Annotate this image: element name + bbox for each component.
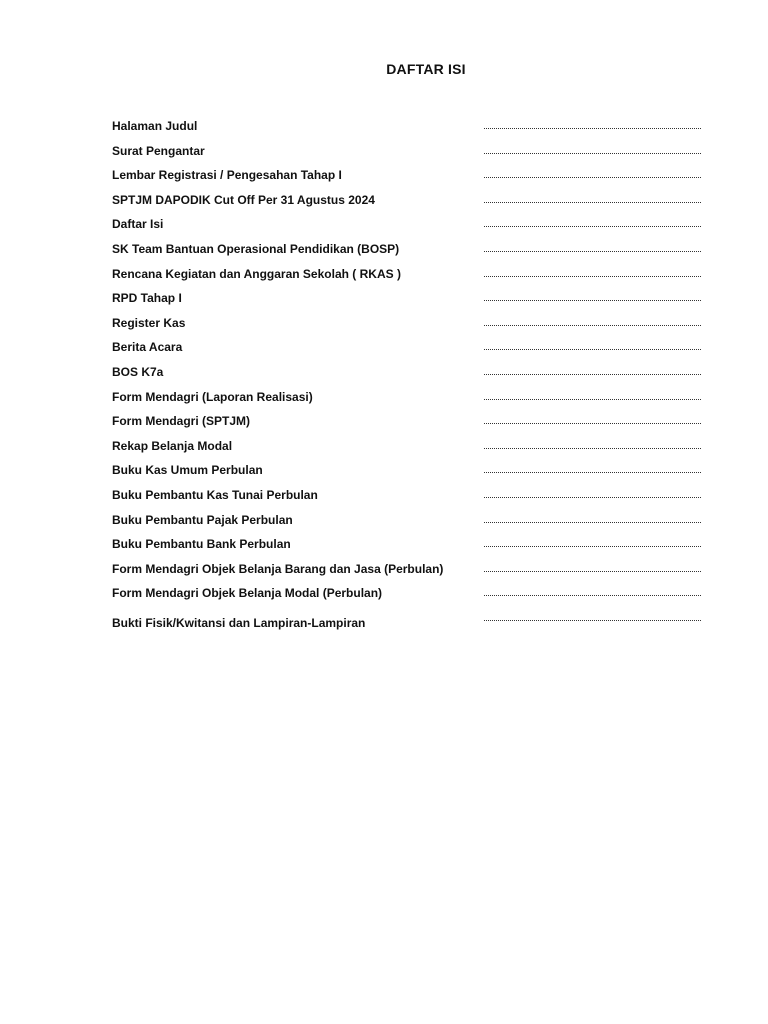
toc-entry-label: Form Mendagri Objek Belanja Barang dan Jasa (Perbulan) [112,561,444,576]
toc-dot-leader [484,620,701,621]
toc-entry-label: Rencana Kegiatan dan Anggaran Sekolah ( RKAS ) [112,266,401,281]
toc-dot-leader [484,448,701,449]
toc-dot-leader [484,399,701,400]
toc-dot-leader [484,153,701,154]
toc-entry-label: Berita Acara [112,340,183,355]
toc-entry [112,190,704,215]
toc-entry [112,559,704,584]
table-of-contents [112,116,704,637]
toc-dot-leader [484,522,701,523]
toc-entry-label: Buku Pembantu Pajak Perbulan [112,512,293,527]
toc-entry [112,313,704,338]
toc-entry-label: Buku Pembantu Bank Perbulan [112,537,291,552]
toc-entry-label: Bukti Fisik/Kwitansi dan Lampiran-Lampiran [112,615,366,630]
toc-entry [112,165,704,190]
toc-dot-leader [484,251,701,252]
toc-entry-label: Halaman Judul [112,119,198,133]
toc-entry-label: Surat Pengantar [112,143,205,158]
toc-dot-leader [484,546,701,547]
toc-entry-label: Buku Kas Umum Perbulan [112,463,263,478]
toc-entry-label: Register Kas [112,315,186,330]
toc-dot-leader [484,300,701,301]
document-title: DAFTAR ISI [386,61,466,77]
toc-entry [112,534,704,559]
toc-entry-label: Form Mendagri (SPTJM) [112,414,251,429]
toc-entry [112,239,704,264]
toc-entry-label: Form Mendagri (Laporan Realisasi) [112,389,313,404]
toc-entry-label: Daftar Isi [112,217,164,232]
toc-dot-leader [484,128,701,129]
toc-dot-leader [484,226,701,227]
toc-entry-label: Rekap Belanja Modal [112,438,233,453]
toc-entry [112,288,704,313]
toc-dot-leader [484,497,701,498]
toc-dot-leader [484,325,701,326]
toc-entry-label: RPD Tahap I [112,291,182,306]
toc-entry [112,264,704,289]
toc-entry [112,337,704,362]
toc-entry-label: SK Team Bantuan Operasional Pendidikan (BOSP) [112,241,400,256]
toc-entry-label: BOS K7a [112,364,164,379]
toc-entry [112,436,704,461]
toc-entry-label: Buku Pembantu Kas Tunai Perbulan [112,487,318,502]
toc-entry [112,485,704,510]
toc-entry-label: Lembar Registrasi / Pengesahan Tahap I [112,168,342,183]
toc-entry [112,613,704,638]
toc-entry [112,583,704,608]
toc-entry [112,387,704,412]
toc-dot-leader [484,423,701,424]
toc-entry [112,460,704,485]
toc-dot-leader [484,276,701,277]
toc-dot-leader [484,202,701,203]
toc-entry [112,362,704,387]
toc-entry [112,141,704,166]
toc-entry-label: SPTJM DAPODIK Cut Off Per 31 Agustus 2024 [112,192,375,207]
toc-dot-leader [484,571,701,572]
toc-dot-leader [484,349,701,350]
toc-entry [112,214,704,239]
toc-dot-leader [484,595,701,596]
toc-entry [112,411,704,436]
toc-entry [112,116,704,141]
toc-entry [112,510,704,535]
toc-dot-leader [484,374,701,375]
toc-entry-label: Form Mendagri Objek Belanja Modal (Perbulan) [112,586,383,601]
toc-dot-leader [484,177,701,178]
toc-dot-leader [484,472,701,473]
